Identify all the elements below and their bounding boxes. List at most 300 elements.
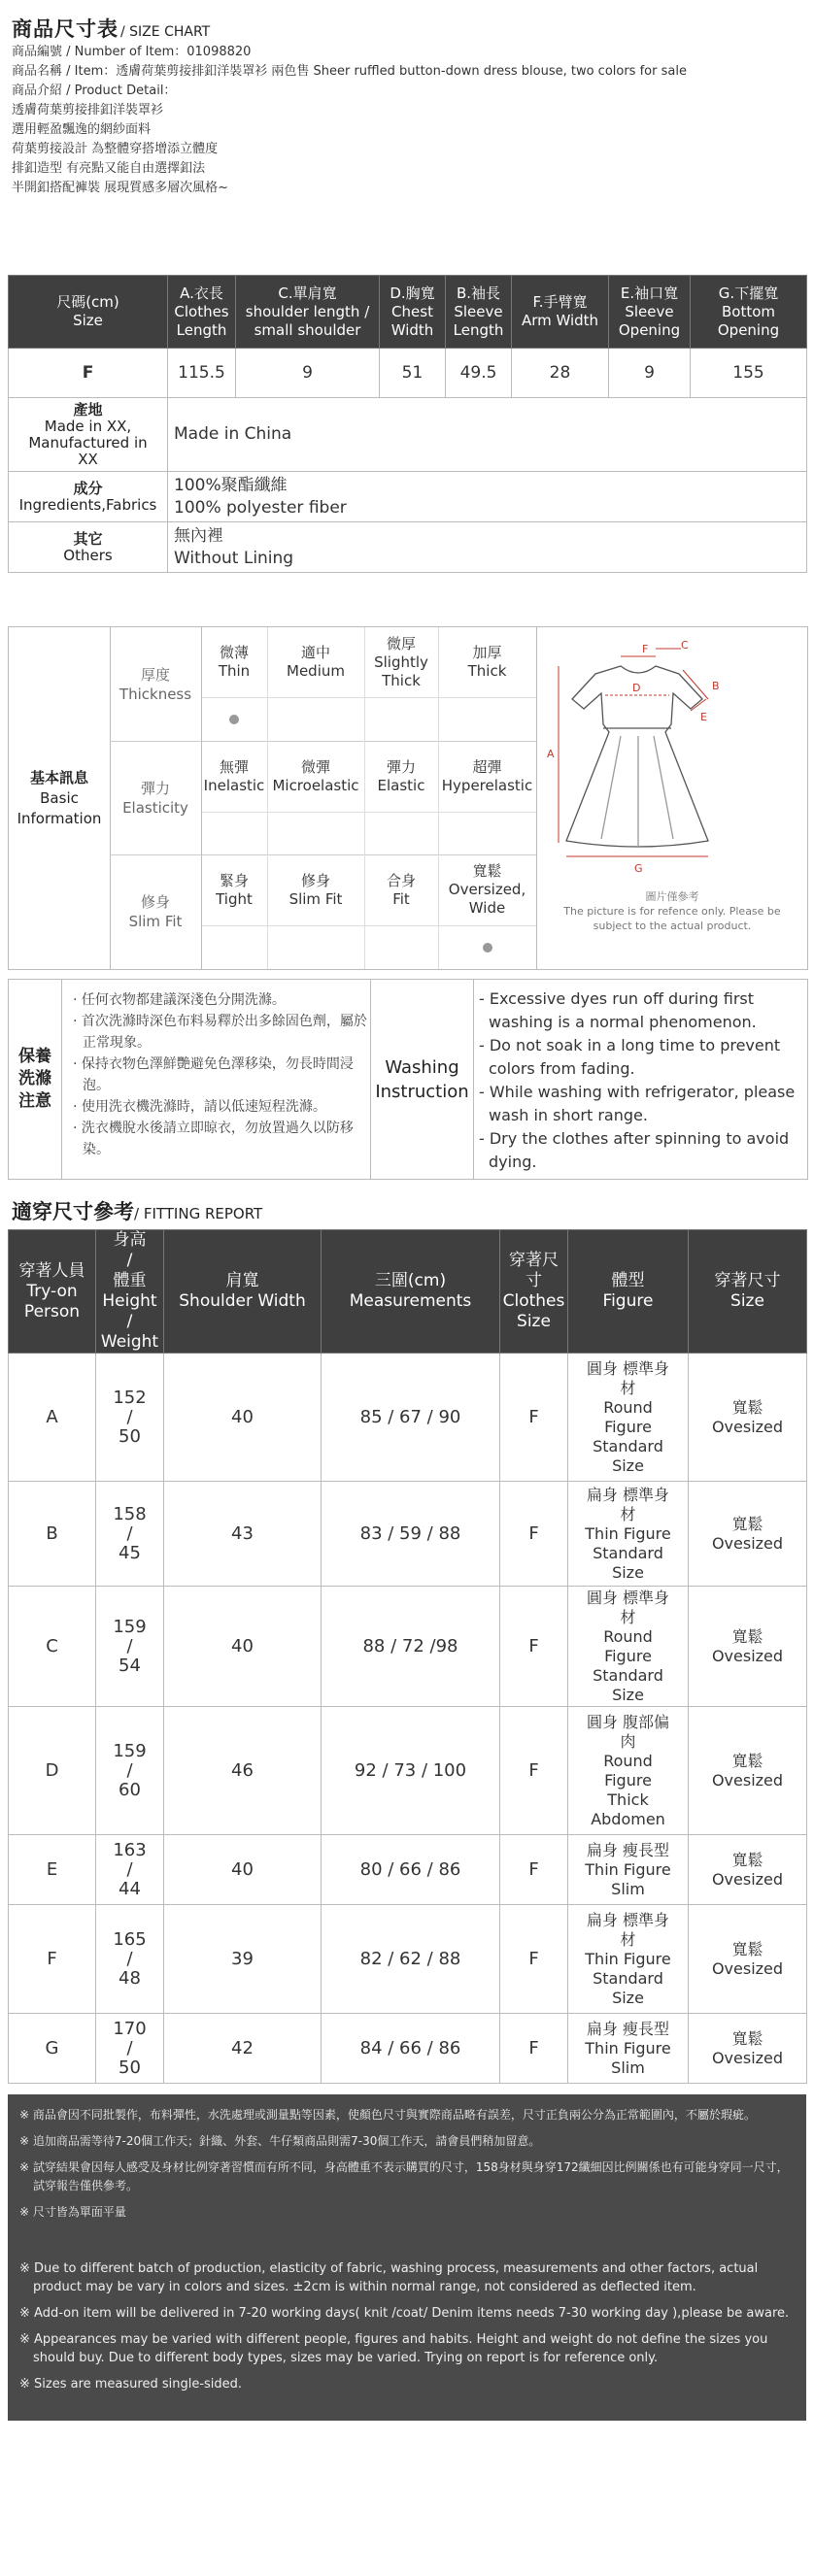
figure-cell-line: Standard xyxy=(593,1543,663,1562)
selected-dot xyxy=(229,715,239,724)
clothes-size-cell-line: F xyxy=(528,1858,539,1880)
option-zh: 寬鬆 xyxy=(472,862,502,880)
h: 肩寬 xyxy=(225,1271,259,1290)
product-intro xyxy=(12,43,794,198)
others-value xyxy=(168,522,807,573)
others-label-zh: 其它 xyxy=(73,529,103,548)
measurements-cell xyxy=(322,2014,500,2084)
note-line: ※ Sizes are measured single-sided. xyxy=(19,2377,243,2392)
clothes-size-cell-line: F xyxy=(528,1759,539,1781)
wash-mid-line: Washing xyxy=(385,1056,459,1078)
fit-cell-line: Ovesized xyxy=(711,2048,784,2067)
option-en: Microelastic xyxy=(272,776,359,794)
figure-cell-line: 扁身 瘦長型 xyxy=(586,1840,670,1859)
shoulder-col-header xyxy=(236,276,380,349)
wash-note: - Excessive dyes run off during first washing is a normal phenomenon. xyxy=(479,989,757,1031)
basic-info-panel xyxy=(8,626,808,970)
wash-label-line: 洗滌 xyxy=(18,1069,51,1088)
figure-cell-line: Size xyxy=(612,1562,644,1582)
option-en: Hyperelastic xyxy=(441,776,533,794)
option-inelastic xyxy=(201,741,267,812)
option-en: Fit xyxy=(392,889,410,908)
detail-line: 選用輕盈飄逸的網紗面料 xyxy=(12,122,152,137)
figure-cell-line: 材 xyxy=(620,1504,636,1523)
origin-label xyxy=(9,398,168,472)
figure-cell xyxy=(568,1587,689,1707)
origin-label-en: XX xyxy=(78,450,98,468)
shoulder-cell xyxy=(164,1707,322,1835)
sleeve-length-cell: 49.5 xyxy=(446,349,512,398)
fit-cell-line: Ovesized xyxy=(711,1770,784,1790)
height-weight-cell-line: / xyxy=(126,1406,133,1427)
attr-en: Thickness xyxy=(119,685,192,703)
fit-cell xyxy=(689,1482,807,1587)
figure-note-en: subject to the actual product. xyxy=(593,920,752,932)
washing-label xyxy=(9,980,62,1179)
figure-cell-line: 材 xyxy=(620,1607,636,1626)
detail-line: 排釦造型 有亮點又能自由選擇釦法 xyxy=(12,161,206,176)
fit-cell-line: Ovesized xyxy=(711,1958,784,1978)
fit-cell-line: 寬鬆 xyxy=(731,1397,763,1417)
basic-label-en: Information xyxy=(17,809,102,827)
figure-cell xyxy=(568,1835,689,1905)
h: 三圍(cm) xyxy=(374,1271,447,1290)
shoulder-cell-line: 40 xyxy=(231,1406,254,1427)
figure-cell-line: 扁身 標準身 xyxy=(586,1485,670,1504)
origin-label-zh: 產地 xyxy=(73,400,103,418)
h: Size xyxy=(517,1312,551,1331)
fitting-row xyxy=(9,1482,807,1587)
clothes-size-cell xyxy=(500,1354,568,1482)
note-line: ※ Due to different batch of production, elasticity of fabric, washing process, measurements and other factors, actual product may be vary in colors and sizes. ±2cm is within normal range, not considered as deflected item. xyxy=(19,2261,759,2294)
figure-cell-line: Figure xyxy=(604,1770,652,1790)
figure-cell-line: Abdomen xyxy=(591,1809,665,1828)
measurements-col-header xyxy=(322,1230,500,1354)
height-weight-cell-line: / xyxy=(126,1522,133,1544)
sleeve-opening-cell: 9 xyxy=(609,349,691,398)
clothes-size-cell xyxy=(500,1587,568,1707)
h: Height xyxy=(102,1291,157,1311)
size-header-row xyxy=(9,276,807,349)
h: Size xyxy=(730,1291,764,1311)
measurements-cell-line: 88 / 72 /98 xyxy=(362,1635,458,1656)
figure-cell-line: Size xyxy=(612,1455,644,1475)
option-en: Thick xyxy=(467,662,507,680)
option-zh: 加厚 xyxy=(472,644,502,661)
option-microelastic xyxy=(267,741,364,812)
h: / xyxy=(126,1251,133,1270)
h: Try-on xyxy=(26,1281,78,1301)
figure-cell xyxy=(568,1905,689,2014)
clothes-size-cell-line: F xyxy=(528,1948,539,1969)
measurements-cell xyxy=(322,1835,500,1905)
others-label-en: Others xyxy=(63,546,113,564)
origin-label-en: Made in XX, xyxy=(44,417,132,435)
selected-marker xyxy=(438,925,536,969)
height-weight-col-header xyxy=(96,1230,164,1354)
option-thin xyxy=(201,627,267,697)
header-zh: C.單肩寬 xyxy=(278,284,337,302)
header-en: Width xyxy=(390,320,434,339)
figure-cell-line: Thin Figure xyxy=(585,1859,671,1879)
wash-note: - Dry the clothes after spinning to avoid dying. xyxy=(479,1129,790,1171)
slim-fit-label xyxy=(110,854,202,969)
figure-cell-line: Thin Figure xyxy=(585,1523,671,1543)
measurements-cell-line: 80 / 66 / 86 xyxy=(359,1858,461,1880)
header-zh: D.胸寬 xyxy=(390,284,435,302)
header-en: Opening xyxy=(618,320,681,339)
header-zh: G.下擺寬 xyxy=(718,284,779,302)
origin-value: Made in China xyxy=(168,398,807,472)
wash-note: - While washing with refrigerator, please wash in short range. xyxy=(479,1083,796,1124)
letter-a: A xyxy=(547,748,555,760)
h: Clothes xyxy=(502,1291,565,1311)
measurements-cell-line: 92 / 73 / 100 xyxy=(354,1759,467,1781)
letter-d: D xyxy=(632,682,641,694)
wash-note: · 任何衣物都建議深淺色分開洗滌。 xyxy=(73,992,286,1008)
attr-zh: 厚度 xyxy=(140,665,170,684)
wash-label-line: 注意 xyxy=(18,1091,51,1111)
clothes-size-cell-line: F xyxy=(528,1522,539,1544)
fit-cell xyxy=(689,1587,807,1707)
fit-cell-line: 寬鬆 xyxy=(731,2028,763,2048)
header-en: Size xyxy=(73,312,103,329)
sleeve-length-col-header xyxy=(446,276,512,349)
dress-diagram-icon xyxy=(537,627,807,889)
header-en: Length xyxy=(453,320,504,339)
attr-en: Slim Fit xyxy=(128,913,183,930)
notes-panel xyxy=(8,2094,806,2421)
fit-cell-line: 寬鬆 xyxy=(731,1626,763,1646)
person-cell xyxy=(9,1905,96,2014)
option-zh: 合身 xyxy=(386,871,416,889)
fit-cell-line: 寬鬆 xyxy=(731,1514,763,1533)
figure-note xyxy=(537,889,807,933)
h: Measurements xyxy=(349,1291,472,1311)
height-weight-cell xyxy=(96,1482,164,1587)
shoulder-cell: 9 xyxy=(236,349,380,398)
height-weight-cell xyxy=(96,1707,164,1835)
shoulder-cell xyxy=(164,1835,322,1905)
arm-width-cell: 28 xyxy=(512,349,609,398)
person-cell-line: C xyxy=(46,1635,58,1656)
item-name: 商品名稱 / Item：透膚荷葉剪接排釦洋裝罩衫 兩色售 Sheer ruffled button-down dress blouse, two colors for sale xyxy=(12,64,687,79)
clothes-size-cell xyxy=(500,2014,568,2084)
height-weight-cell-line: / xyxy=(126,1948,133,1969)
height-weight-cell-line: 159 xyxy=(113,1616,147,1637)
fit-cell-line: Ovesized xyxy=(711,1417,784,1436)
h: 寸 xyxy=(526,1271,542,1290)
measurement-figure xyxy=(536,627,807,969)
person-cell-line: G xyxy=(45,2037,59,2058)
option-zh: 無彈 xyxy=(219,757,249,776)
detail-line: 透膚荷葉剪接排釦洋裝罩衫 xyxy=(12,103,164,117)
fabric-label-en: Ingredients,Fabrics xyxy=(18,495,157,514)
h: Weight xyxy=(100,1332,159,1352)
fit-cell xyxy=(689,1835,807,1905)
figure-cell-line: Thick xyxy=(607,1790,649,1809)
option-zh: 彈力 xyxy=(386,757,416,776)
height-weight-cell-line: 152 xyxy=(113,1387,147,1408)
figure-cell-line: Round xyxy=(603,1397,653,1417)
clothes-size-col-header xyxy=(500,1230,568,1354)
person-col-header xyxy=(9,1230,96,1354)
clothes-size-cell xyxy=(500,1905,568,2014)
title-en: / SIZE CHART xyxy=(120,24,211,40)
person-cell xyxy=(9,1587,96,1707)
fit-cell-line: Ovesized xyxy=(711,1533,784,1553)
fitting-row xyxy=(9,1354,807,1482)
elasticity-label xyxy=(110,741,202,854)
option-en: Oversized, xyxy=(448,881,526,898)
chest-col-header xyxy=(380,276,446,349)
fitting-header-row xyxy=(9,1230,807,1354)
wash-note: · 使用洗衣機洗滌時，請以低速短程洗滌。 xyxy=(73,1099,326,1115)
h: / xyxy=(126,1312,133,1331)
h: 穿著人員 xyxy=(18,1260,85,1281)
clothes-size-cell xyxy=(500,1835,568,1905)
shoulder-cell xyxy=(164,1354,322,1482)
bottom-opening-col-header xyxy=(691,276,807,349)
option-zh: 適中 xyxy=(300,644,330,661)
height-weight-cell-line: 60 xyxy=(119,1779,141,1800)
wash-note: · 首次洗滌時深色布料易釋於出多餘固色劑，屬於正常現象。 xyxy=(73,1014,367,1051)
length-col-header xyxy=(168,276,236,349)
fabric-label-zh: 成分 xyxy=(73,479,103,497)
height-weight-cell-line: 165 xyxy=(113,1928,147,1950)
header-zh: A.衣長 xyxy=(180,284,223,302)
h: 體重 xyxy=(113,1271,147,1290)
height-weight-cell-line: 50 xyxy=(119,2057,141,2078)
header-en: Chest xyxy=(391,302,433,320)
thickness-label xyxy=(110,627,202,741)
height-weight-cell-line: 163 xyxy=(113,1839,147,1860)
others-value-en: Without Lining xyxy=(174,548,294,568)
fit-cell-line: 寬鬆 xyxy=(731,1939,763,1958)
person-cell xyxy=(9,1482,96,1587)
measurements-cell xyxy=(322,1707,500,1835)
option-en: Slim Fit xyxy=(288,889,343,908)
fit-cell xyxy=(689,1354,807,1482)
fitting-title xyxy=(12,1196,262,1225)
header-en: Arm Width xyxy=(521,312,599,329)
shoulder-cell-line: 40 xyxy=(231,1858,254,1880)
attr-en: Elasticity xyxy=(122,798,188,817)
fit-cell xyxy=(689,1905,807,2014)
header-en: Length xyxy=(176,320,227,339)
figure-cell-line: Standard xyxy=(593,1665,663,1685)
option-en: Medium xyxy=(287,662,345,680)
option-hyperelastic xyxy=(438,741,536,812)
option-tight xyxy=(201,854,267,925)
header-en: shoulder length / xyxy=(245,302,370,320)
fitting-row xyxy=(9,1835,807,1905)
figure-cell-line: Size xyxy=(612,1685,644,1704)
letter-c: C xyxy=(681,639,689,652)
basic-label-en: Basic xyxy=(40,788,79,807)
figure-cell-line: 扁身 標準身 xyxy=(586,1910,670,1929)
figure-cell xyxy=(568,2014,689,2084)
height-weight-cell-line: 50 xyxy=(119,1425,141,1447)
h: Person xyxy=(23,1301,81,1321)
wash-note: - Do not soak in a long time to prevent colors from fading. xyxy=(479,1036,781,1078)
header-en: Clothes xyxy=(174,302,229,320)
shoulder-col-header xyxy=(164,1230,322,1354)
height-weight-cell xyxy=(96,1354,164,1482)
notes-en xyxy=(19,2259,797,2401)
person-cell-line: E xyxy=(46,1858,58,1880)
fit-cell-line: 寬鬆 xyxy=(731,1751,763,1770)
clothes-size-cell-line: F xyxy=(528,1406,539,1427)
measurements-cell xyxy=(322,1587,500,1707)
option-zh: 修身 xyxy=(300,871,330,889)
figure-cell-line: 肉 xyxy=(620,1731,636,1751)
attr-zh: 彈力 xyxy=(140,779,170,797)
others-value-zh: 無內裡 xyxy=(174,525,223,546)
figure-cell-line: Figure xyxy=(604,1646,652,1665)
fit-size-col-header xyxy=(689,1230,807,1354)
option-zh: 微厚 xyxy=(386,634,416,652)
header-zh: B.袖長 xyxy=(456,284,501,302)
wash-mid-line: Instruction xyxy=(375,1081,469,1102)
header-en: Sleeve xyxy=(454,302,503,320)
measurements-cell-line: 85 / 67 / 90 xyxy=(359,1406,461,1427)
option-en: Wide xyxy=(468,899,506,917)
size-col-header xyxy=(9,276,168,349)
basic-label-zh: 基本訊息 xyxy=(29,768,88,786)
shoulder-cell xyxy=(164,1482,322,1587)
measurements-cell xyxy=(322,1905,500,2014)
header-zh: F.手臂寬 xyxy=(532,293,588,311)
height-weight-cell-line: / xyxy=(126,1759,133,1781)
note-line: ※ Add-on item will be delivered in 7-20 working days( knit /coat/ Denim items needs 7-30 working day ),please be aware. xyxy=(19,2306,790,2321)
fitting-row xyxy=(9,1905,807,2014)
height-weight-cell xyxy=(96,2014,164,2084)
h: Shoulder Width xyxy=(179,1291,306,1311)
height-weight-cell-line: 170 xyxy=(113,2018,147,2039)
fabric-value xyxy=(168,472,807,522)
height-weight-cell-line: 159 xyxy=(113,1740,147,1761)
measurements-cell xyxy=(322,1354,500,1482)
header-en: Opening xyxy=(717,320,780,339)
figure-col-header xyxy=(568,1230,689,1354)
length-cell: 115.5 xyxy=(168,349,236,398)
option-en: Slightly xyxy=(374,652,428,671)
shoulder-cell xyxy=(164,1587,322,1707)
height-weight-cell-line: / xyxy=(126,1858,133,1880)
fitting-row xyxy=(9,1707,807,1835)
height-weight-cell-line: 48 xyxy=(119,1967,141,1989)
option-elastic xyxy=(364,741,438,812)
note-line: ※ 尺寸皆為單面平量 xyxy=(19,2205,126,2219)
size-table xyxy=(8,275,807,573)
shoulder-cell-line: 43 xyxy=(231,1522,254,1544)
figure-cell-line: 圓身 標準身 xyxy=(586,1358,670,1378)
person-cell xyxy=(9,1354,96,1482)
fabric-value-en: 100% polyester fiber xyxy=(174,497,347,518)
size-row xyxy=(9,349,807,398)
person-cell xyxy=(9,2014,96,2084)
detail-heading: 商品介紹 / Product Detail： xyxy=(12,84,177,98)
item-number: 商品編號 / Number of Item：01098820 xyxy=(12,45,252,59)
cell-divider xyxy=(201,812,536,813)
option-zh: 微薄 xyxy=(219,644,249,661)
shoulder-cell xyxy=(164,2014,322,2084)
figure-cell-line: 圓身 腹部偏 xyxy=(586,1712,670,1731)
h: Figure xyxy=(602,1291,654,1311)
shoulder-cell-line: 46 xyxy=(231,1759,254,1781)
fitting-table xyxy=(8,1229,807,2084)
fitting-row xyxy=(9,1587,807,1707)
washing-panel xyxy=(8,979,808,1180)
h: 身高 xyxy=(113,1230,147,1250)
header-en: Sleeve xyxy=(625,302,674,320)
fit-cell-line: Ovesized xyxy=(711,1646,784,1665)
option-oversized xyxy=(438,854,536,925)
origin-label-en: Manufactured in xyxy=(28,433,148,452)
height-weight-cell-line: / xyxy=(126,2037,133,2058)
person-cell xyxy=(9,1835,96,1905)
figure-cell-line: Thin Figure xyxy=(585,2038,671,2057)
washing-instruction-label xyxy=(370,980,474,1179)
fit-cell-line: Ovesized xyxy=(711,1869,784,1889)
clothes-size-cell-line: F xyxy=(528,2037,539,2058)
selected-dot xyxy=(483,943,492,953)
person-cell-line: D xyxy=(45,1759,59,1781)
fitting-row xyxy=(9,2014,807,2084)
figure-cell-line: Round xyxy=(603,1626,653,1646)
arm-width-col-header xyxy=(512,276,609,349)
letter-g: G xyxy=(634,862,643,875)
option-fit xyxy=(364,854,438,925)
option-en: Inelastic xyxy=(203,776,265,794)
h: 體型 xyxy=(611,1271,645,1290)
figure-cell-line: Standard xyxy=(593,1968,663,1988)
figure-cell-line: Size xyxy=(612,1988,644,2007)
figure-cell xyxy=(568,1354,689,1482)
option-zh: 緊身 xyxy=(219,871,249,889)
wash-note: · 洗衣機脫水後請立即晾衣，勿放置過久以防移染。 xyxy=(73,1121,354,1157)
option-en: Thick xyxy=(382,671,421,689)
measurements-cell-line: 84 / 66 / 86 xyxy=(359,2037,461,2058)
figure-cell-line: Thin Figure xyxy=(585,1949,671,1968)
option-en: Elastic xyxy=(377,776,425,794)
fit-cell xyxy=(689,2014,807,2084)
others-label xyxy=(9,522,168,573)
letter-b: B xyxy=(712,680,720,692)
clothes-size-cell-line: F xyxy=(528,1635,539,1656)
washing-notes-zh xyxy=(73,989,369,1160)
option-zh: 超彈 xyxy=(472,757,502,776)
option-slightly-thick xyxy=(364,627,438,697)
figure-note-zh: 圖片僅參考 xyxy=(645,890,699,903)
figure-cell-line: 扁身 瘦長型 xyxy=(586,2019,670,2038)
fabric-row xyxy=(9,472,807,522)
figure-cell-line: Slim xyxy=(611,1879,645,1898)
note-line: ※ 商品會因不同批製作，布料彈性，水洗處理或測量點等因素，使顏色尺寸與實際商品略有誤差，尺寸正負兩公分為正常範圍內，不屬於瑕疵。 xyxy=(19,2108,756,2122)
h: 穿著尺寸 xyxy=(714,1271,781,1290)
header-zh: 尺碼(cm) xyxy=(56,293,119,311)
washing-notes-en xyxy=(475,987,801,1174)
figure-cell xyxy=(568,1707,689,1835)
letter-f: F xyxy=(642,643,649,655)
header-en: small shoulder xyxy=(254,320,361,339)
origin-row xyxy=(9,398,807,472)
option-en: Thin xyxy=(218,662,251,680)
figure-cell xyxy=(568,1482,689,1587)
height-weight-cell-line: / xyxy=(126,1635,133,1656)
figure-cell-line: 圓身 標準身 xyxy=(586,1588,670,1607)
